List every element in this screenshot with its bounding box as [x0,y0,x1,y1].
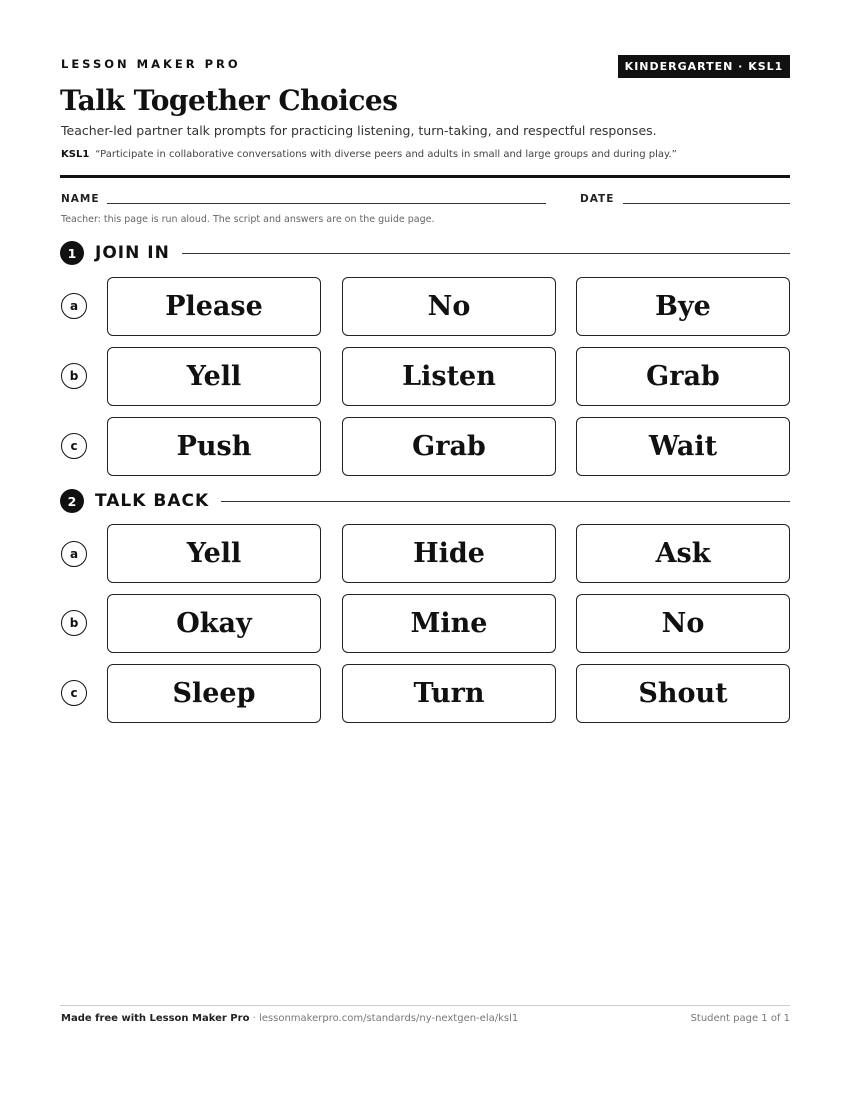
footer-divider [60,1005,790,1006]
choice-card[interactable]: No [342,277,556,336]
choice-card[interactable]: Hide [342,524,556,583]
grade-badge: KINDERGARTEN · KSL1 [618,55,790,78]
row-letter: a [61,541,87,567]
row-letter: b [61,610,87,636]
standard-text: “Participate in collaborative conversations with diverse peers and adults in small and large groups and during play.” [95,149,677,160]
standard-code: KSL1 [61,149,90,160]
section-number: 2 [60,489,84,513]
choice-card[interactable]: Turn [342,664,556,723]
section-divider [182,253,790,254]
name-field[interactable] [107,203,546,204]
choice-card[interactable]: Yell [107,347,321,406]
brand-name: LESSON MAKER PRO [61,57,241,71]
choice-card[interactable]: No [576,594,790,653]
name-label: NAME [61,193,100,205]
date-field[interactable] [623,203,790,204]
section-number: 1 [60,241,84,265]
row-letter: a [61,293,87,319]
section-title: JOIN IN [95,243,170,263]
section-divider [221,501,790,502]
choice-card[interactable]: Sleep [107,664,321,723]
choice-card[interactable]: Please [107,277,321,336]
row-letter: c [61,433,87,459]
date-label: DATE [580,193,615,205]
row-letter: c [61,680,87,706]
choice-card[interactable]: Listen [342,347,556,406]
row-letter: b [61,363,87,389]
footer-made-with: Made free with Lesson Maker Pro [61,1013,250,1024]
footer-credit [61,1013,518,1024]
footer-url[interactable]: · lessonmakerpro.com/standards/ny-nextgen-ela/ksl1 [252,1013,519,1024]
page-title: Talk Together Choices [60,84,398,117]
choice-card[interactable]: Mine [342,594,556,653]
header-divider [60,175,790,178]
standard-line [61,149,677,160]
choice-card[interactable]: Grab [342,417,556,476]
section-talk-back [60,489,790,513]
footer-page-number: Student page 1 of 1 [690,1013,790,1024]
choice-card[interactable]: Wait [576,417,790,476]
page-subtitle: Teacher-led partner talk prompts for practicing listening, turn-taking, and respectful responses. [61,123,657,138]
choice-card[interactable]: Okay [107,594,321,653]
choice-card[interactable]: Ask [576,524,790,583]
teacher-note: Teacher: this page is run aloud. The script and answers are on the guide page. [61,214,435,225]
choice-card[interactable]: Push [107,417,321,476]
choice-card[interactable]: Bye [576,277,790,336]
section-title: TALK BACK [95,491,210,511]
choice-card[interactable]: Shout [576,664,790,723]
section-join-in [60,241,790,265]
choice-card[interactable]: Yell [107,524,321,583]
choice-card[interactable]: Grab [576,347,790,406]
